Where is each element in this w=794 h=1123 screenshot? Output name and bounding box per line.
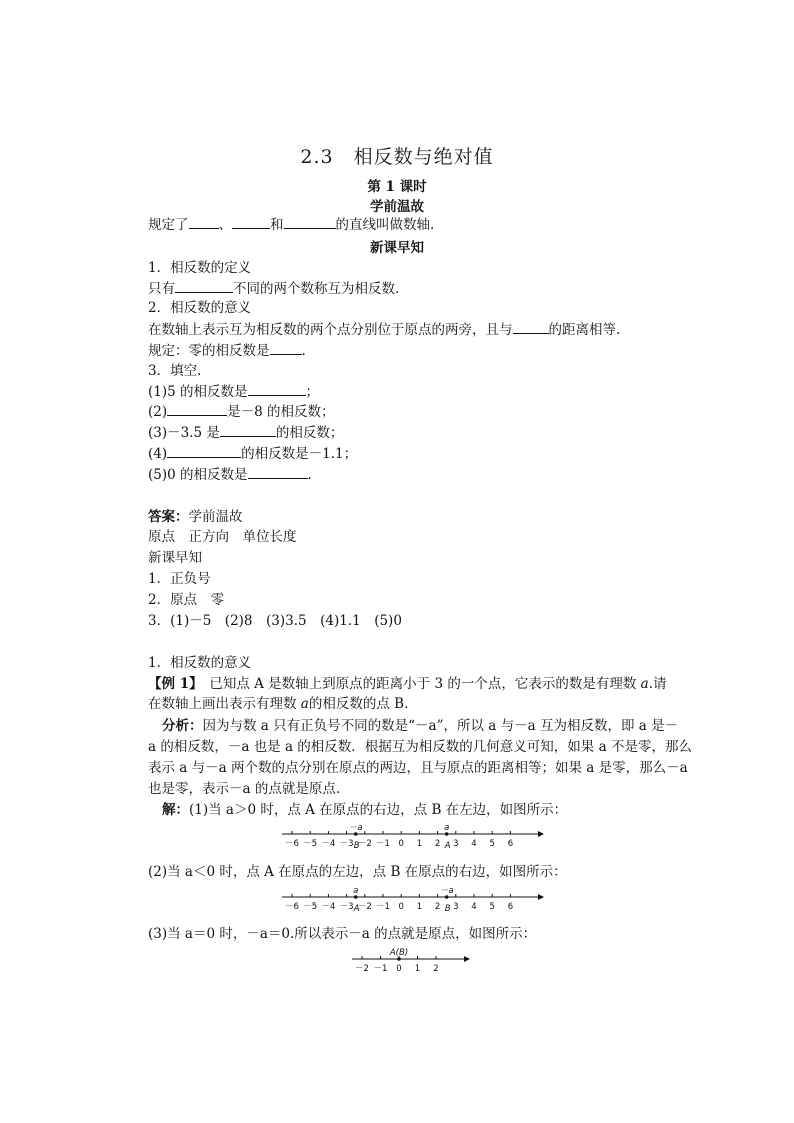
page-title: 2.3 相反数与绝对值 [300, 146, 494, 168]
tick-label: 1 [414, 964, 421, 974]
tick-label: －5 [303, 902, 318, 912]
point-top-label: a [353, 886, 359, 896]
section-new-heading: 新课早知 [370, 240, 424, 256]
tick-label: －2 [355, 964, 369, 974]
def-line: 只有 不同的两个数称互为相反数. [148, 278, 399, 299]
tick-label: 5 [489, 839, 495, 849]
point-name-label: B [444, 904, 451, 914]
tick-label: 4 [471, 839, 477, 849]
tick-label: －2 [357, 839, 372, 849]
point-top-label: a [444, 823, 450, 833]
axis-arrow-icon [464, 956, 470, 962]
tick-label: 3 [453, 902, 459, 912]
rule-line: 规定：零的相反数是 . [148, 340, 306, 361]
tick-label: 1 [416, 839, 423, 849]
answer-line-4: 2．原点 零 [148, 592, 225, 608]
tick-label: －3 [339, 839, 354, 849]
def-title: 1．相反数的定义 [148, 260, 252, 276]
meaning-line: 在数轴上表示互为相反数的两个点分别位于原点的两旁，且与 的距离相等. [148, 319, 620, 340]
fill-item-1: (1)5 的相反数是 ； [148, 381, 319, 402]
number-line-2 [282, 883, 544, 913]
answer-line-2: 新课早知 [148, 550, 202, 566]
analysis-line-2: a 的相反数，－a 也是 a 的相反数．根据互为相反数的几何意义可知，如果 a 不是零，那么 [148, 739, 692, 755]
fill-item-2: (2) 是－8 的相反数； [148, 401, 335, 422]
fill-title: 3．填空. [148, 363, 202, 379]
fill-item-5: (5)0 的相反数是 . [148, 464, 312, 485]
axis-arrow-icon [538, 894, 544, 900]
point-top-label: －a [439, 886, 454, 896]
tick-label: －2 [357, 902, 372, 912]
fill-item-4: (4) 的相反数是－1.1； [148, 443, 357, 464]
tick-label: 0 [396, 964, 402, 974]
answer-line-5: 3．(1)－5 (2)8 (3)3.5 (4)1.1 (5)0 [148, 613, 402, 629]
lesson-subtitle: 第 1 课时 [367, 179, 427, 195]
solution-line-3: (3)当 a＝0 时，－a＝0.所以表示－a 的点就是原点，如图所示： [148, 926, 537, 942]
tick-label: 2 [434, 902, 441, 912]
section-review-heading: 学前温故 [370, 199, 424, 215]
example-question-1: 【例 1】 已知点 A 是数轴上到原点的距离小于 3 的一个点，它表示的数是有理数 a.请 [148, 676, 667, 692]
fill-item-3: (3)－3.5 是 的相反数； [148, 422, 343, 443]
point-name-label: A [353, 904, 360, 914]
example-question-2: 在数轴上画出表示有理数 a的相反数的点 B. [148, 696, 409, 712]
point-top-label: －a [348, 823, 363, 833]
tick-label: －4 [321, 902, 336, 912]
example-heading: 1．相反数的意义 [148, 655, 252, 671]
tick-label: －6 [285, 902, 299, 912]
number-line-3 [352, 945, 470, 975]
tick-label: －4 [321, 839, 336, 849]
analysis-line-4: 也是零，表示－a 的点就是原点. [148, 781, 341, 797]
answers-heading: 答案：学前温故 [148, 509, 243, 525]
point-top-label: A(B) [389, 948, 409, 958]
tick-label: 0 [398, 839, 404, 849]
meaning-title: 2．相反数的意义 [148, 300, 252, 316]
tick-label: －1 [373, 964, 388, 974]
tick-label: 6 [507, 839, 514, 849]
point-name-label: A [444, 841, 451, 851]
tick-label: 5 [489, 902, 495, 912]
tick-label: 1 [416, 902, 423, 912]
tick-label: 4 [471, 902, 477, 912]
tick-label: －3 [339, 902, 354, 912]
answer-line-1: 原点 正方向 单位长度 [148, 529, 297, 545]
analysis-line-3: 表示 a 与－a 两个数的点分别在原点的两边，且与原点的距离相等；如果 a 是零，那么－a [148, 760, 688, 776]
solution-line-1: 解：(1)当 a＞0 时，点 A 在原点的右边，点 B 在左边，如图所示： [162, 802, 568, 818]
answer-line-3: 1．正负号 [148, 571, 211, 587]
review-line: 规定了 、 和 的直线叫做数轴. [148, 214, 434, 235]
point-name-label: B [353, 841, 360, 851]
tick-label: 2 [434, 839, 441, 849]
tick-label: 3 [453, 839, 459, 849]
tick-label: －6 [285, 839, 299, 849]
tick-label: －1 [376, 839, 390, 849]
tick-label: 6 [507, 902, 514, 912]
tick-label: 0 [398, 902, 404, 912]
axis-arrow-icon [538, 831, 544, 837]
tick-label: －1 [376, 902, 390, 912]
number-line-1 [282, 820, 544, 850]
tick-label: －5 [303, 839, 318, 849]
tick-label: 2 [433, 964, 439, 974]
analysis-line-1: 分析：因为与数 a 只有正负号不同的数是“－a”，所以 a 与－a 互为相反数，即 a 是－ [162, 718, 679, 734]
solution-line-2: (2)当 a＜0 时，点 A 在原点的左边，点 B 在原点的右边，如图所示： [148, 864, 567, 880]
